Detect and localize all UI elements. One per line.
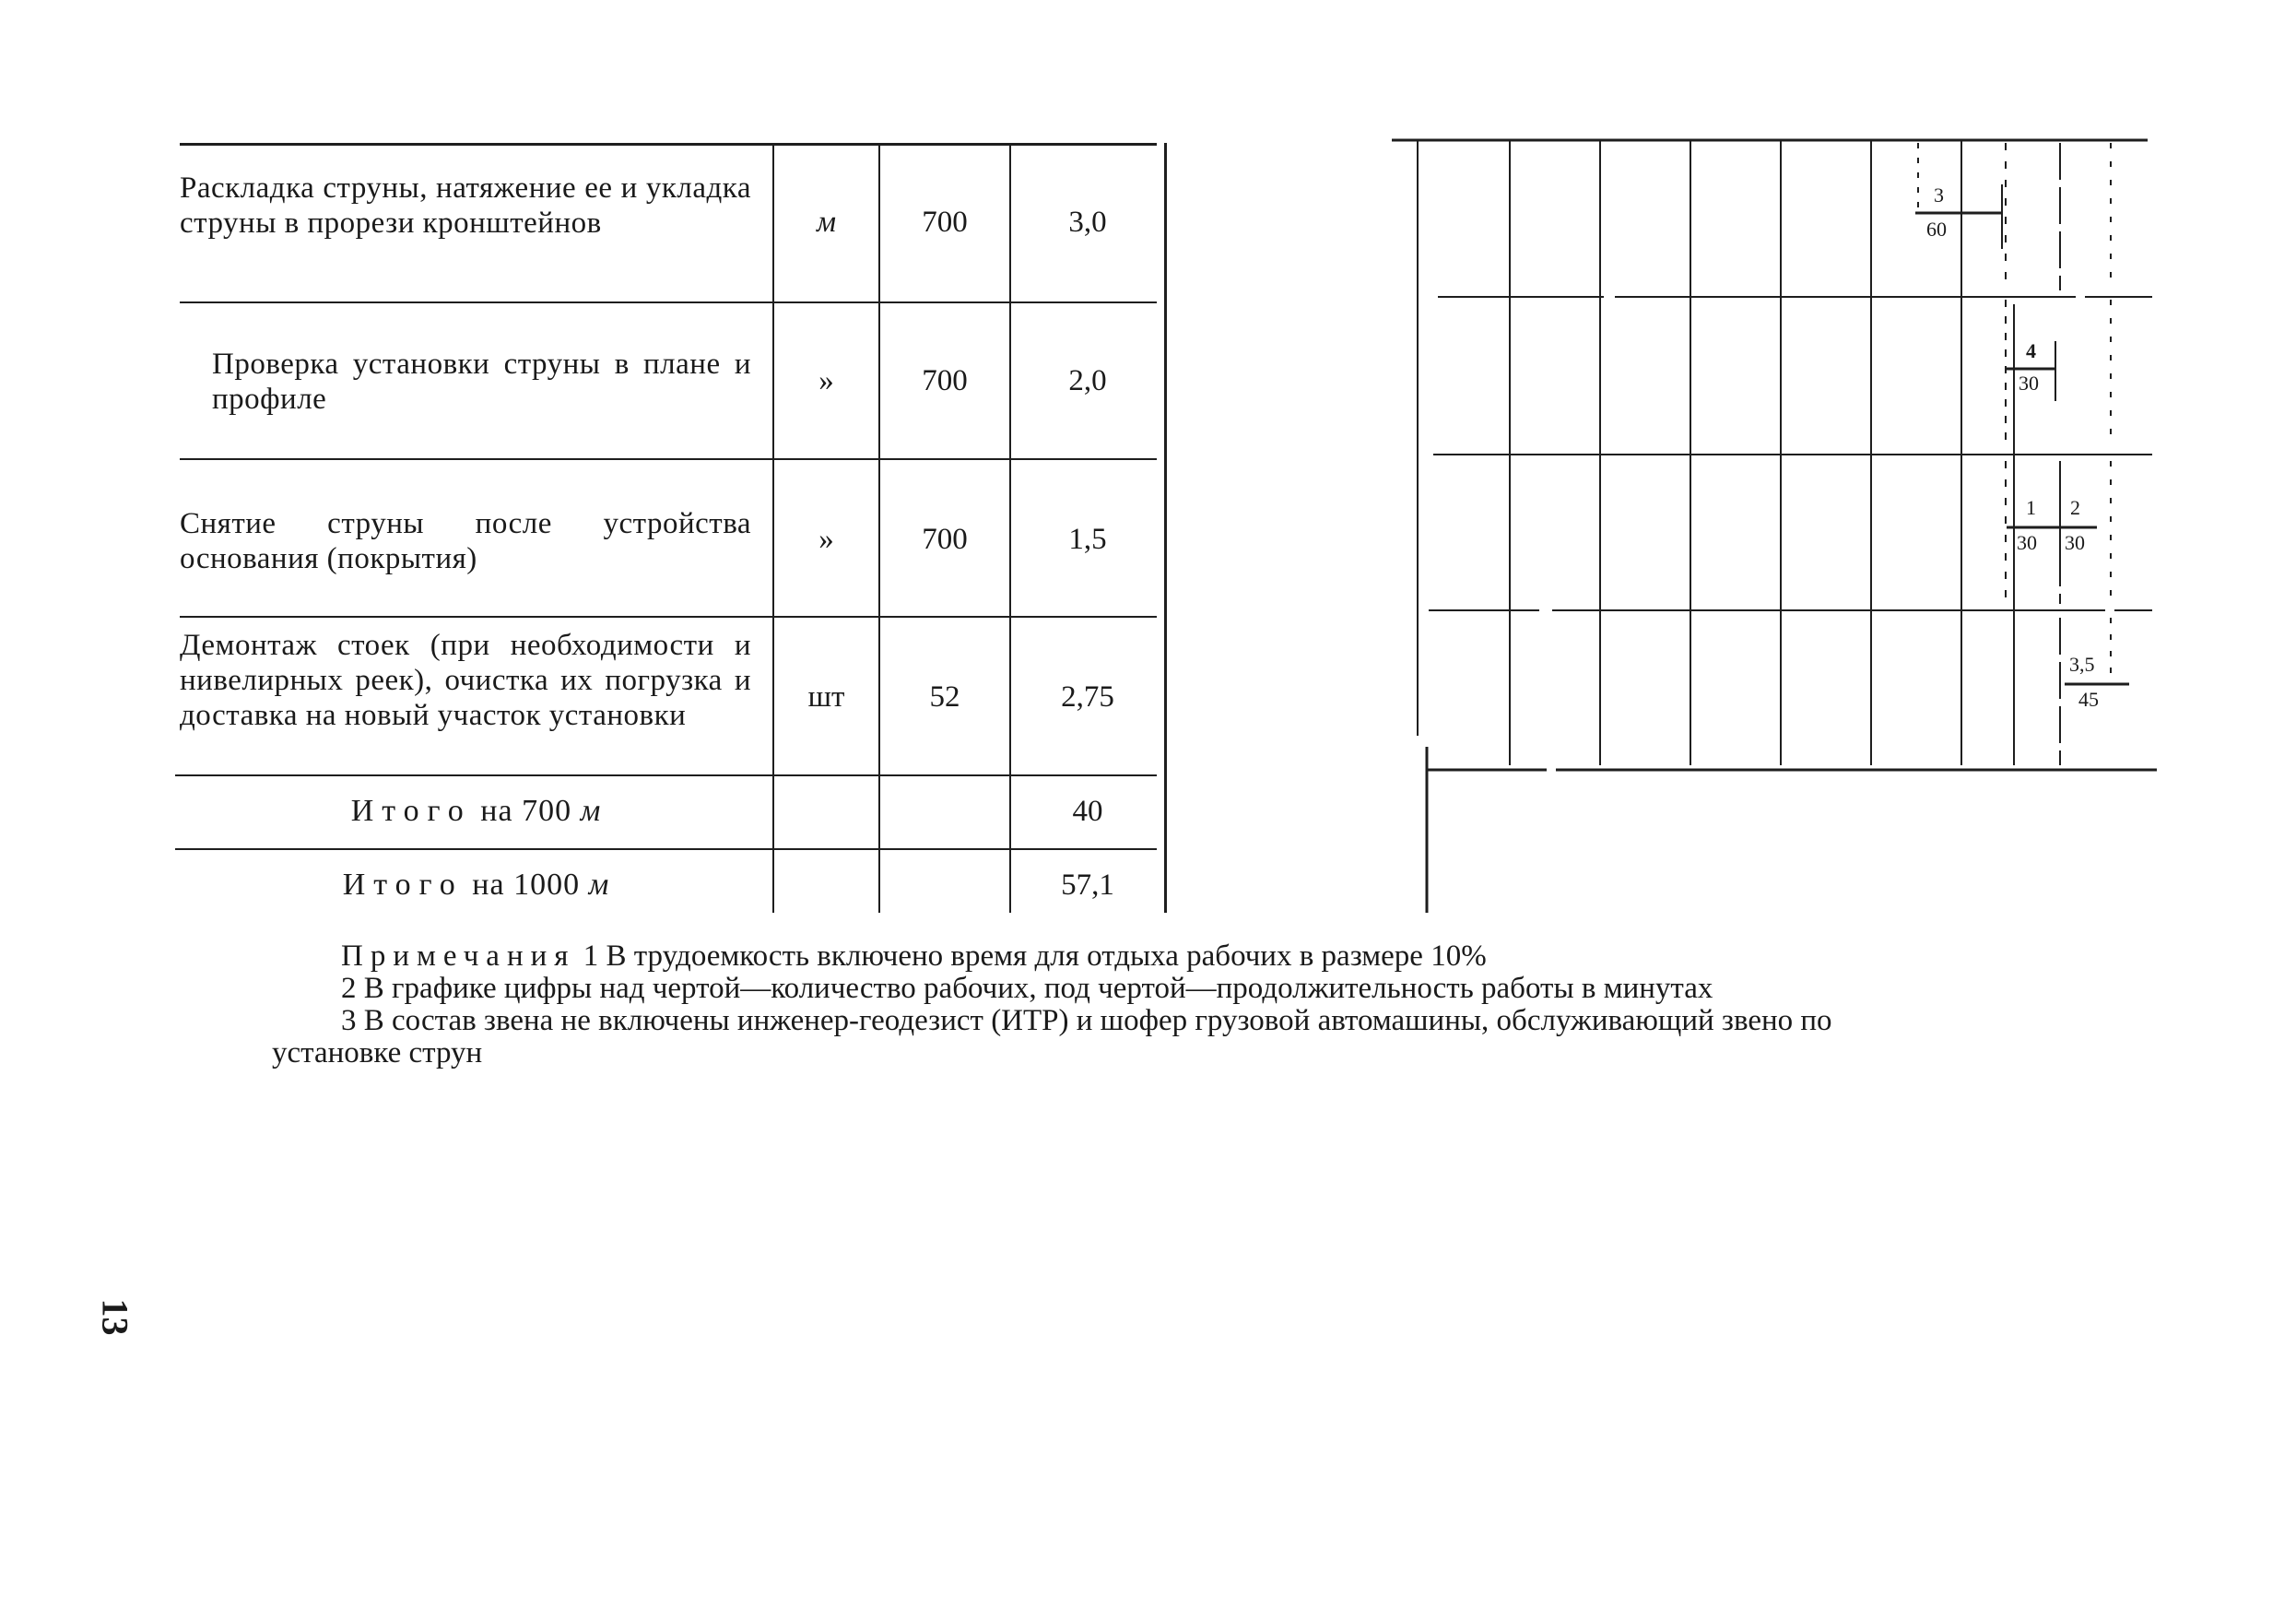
notes-block — [272, 940, 2152, 1069]
table-row-quantity: 700 — [922, 523, 968, 556]
table-row-operation: Демонтаж стоек (при необходимости и нивелирных реек), очистка их погрузка и доставка на новый участок установки — [180, 629, 751, 732]
table-row-quantity: 52 — [929, 680, 960, 714]
note-2: 2 В графике цифры над чертой—количество рабочих, под чертой—продолжительность работы в минутах — [341, 972, 1713, 1005]
total-labor: 57,1 — [1061, 868, 1114, 902]
table-row-operation: Проверка установки струны в плане и профиле — [212, 348, 751, 416]
total-rest: на 700 — [480, 794, 572, 828]
note-3: 3 В состав звена не включены инженер-геодезист (ИТР) и шофер грузовой автомашины, обслуживающий звено по — [341, 1004, 1832, 1037]
bar-label-minutes: 30 — [2017, 531, 2037, 554]
table-row-labor: 2,0 — [1068, 364, 1107, 397]
bar-label-workers: 2 — [2070, 496, 2080, 519]
total-word: Итого — [350, 794, 472, 828]
bar-label-minutes: 60 — [1926, 218, 1947, 241]
bar-label-workers: 4 — [2026, 339, 2036, 362]
table-row-unit: м — [816, 206, 837, 239]
total-word: Итого — [342, 868, 464, 902]
total-unit: м — [588, 868, 610, 902]
table-rule — [1164, 143, 1167, 913]
note-1: 1 В трудоемкость включено время для отдыха рабочих в размере 10% — [583, 939, 1487, 973]
schedule-grid — [1383, 120, 2166, 922]
table-row-unit: шт — [807, 680, 845, 714]
bar-label-minutes: 30 — [2065, 531, 2085, 554]
work-schedule-chart — [1383, 120, 2166, 922]
table-row-labor: 3,0 — [1068, 206, 1107, 239]
bar-label-workers: 1 — [2026, 496, 2036, 519]
table-row-unit: » — [818, 364, 834, 397]
total-label — [180, 868, 772, 903]
page-number: 13 — [94, 1298, 136, 1336]
bar-label-workers: 3,5 — [2069, 653, 2095, 676]
table-row-operation: Снятие струны после устройства основания (покрытия) — [180, 507, 751, 575]
note-3-continued: установке струн — [272, 1036, 483, 1069]
table-row-quantity: 700 — [922, 206, 968, 239]
table-row-operation: Раскладка струны, натяжение ее и укладка струны в прорези кронштейнов — [180, 171, 751, 240]
table-row-quantity: 700 — [922, 364, 968, 397]
total-labor: 40 — [1072, 795, 1103, 828]
total-label — [180, 794, 772, 829]
table-row-unit: » — [818, 523, 834, 556]
table-row-labor: 2,75 — [1061, 680, 1114, 714]
bar-label-minutes: 30 — [2019, 372, 2039, 395]
total-unit: м — [580, 794, 602, 828]
notes-heading: Примечания — [341, 939, 576, 973]
bar-label-minutes: 45 — [2078, 688, 2099, 711]
table-row-labor: 1,5 — [1068, 523, 1107, 556]
total-rest: на 1000 — [472, 868, 581, 902]
note-line — [272, 940, 2152, 973]
bar-label-workers: 3 — [1934, 183, 1944, 207]
